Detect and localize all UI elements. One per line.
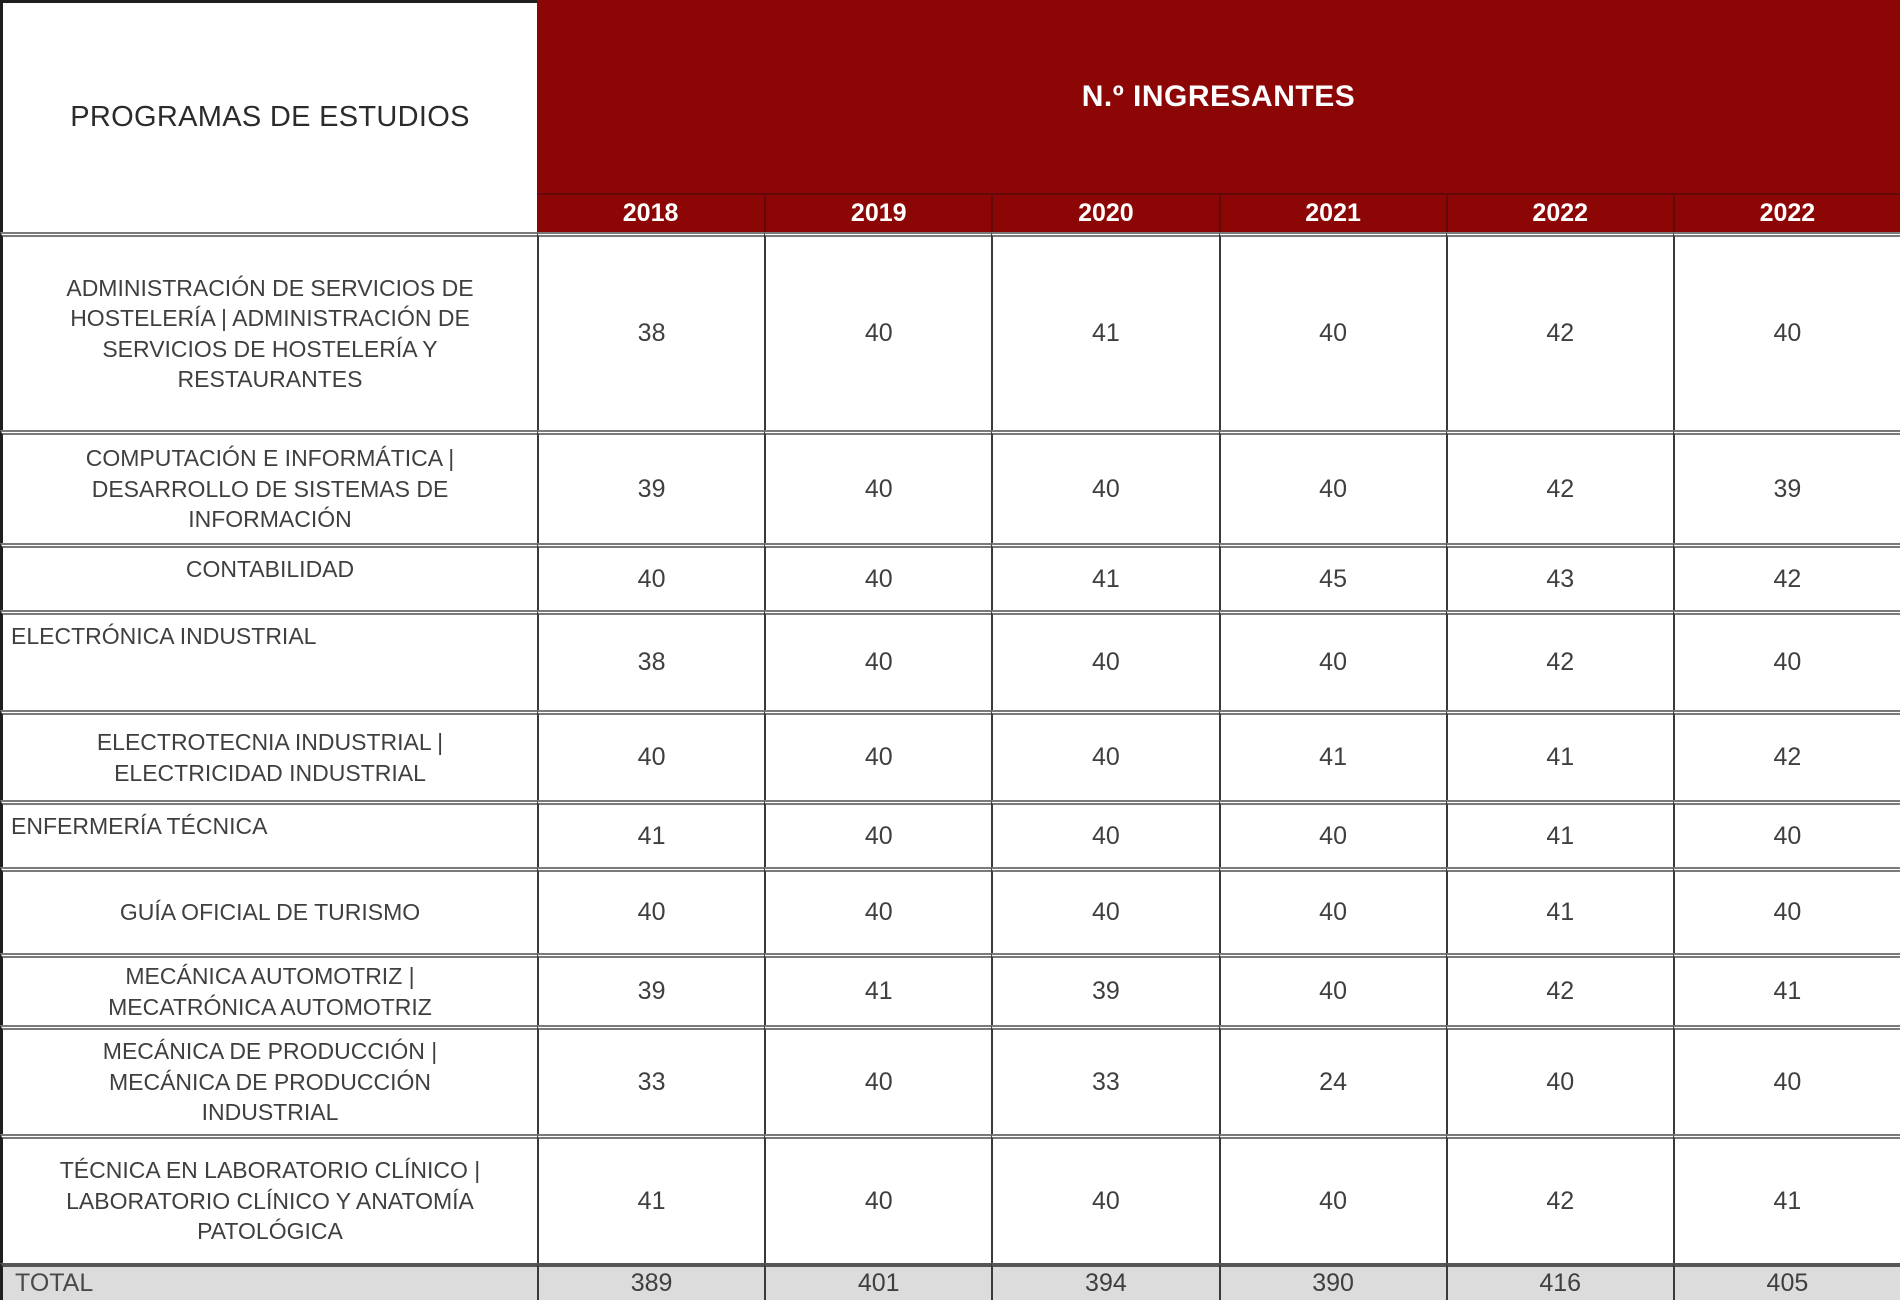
value-cell: 40	[537, 710, 764, 800]
value-cell: 41	[537, 800, 764, 867]
value-cell: 40	[764, 543, 991, 610]
total-value-cell: 416	[1446, 1263, 1673, 1300]
value-cell: 39	[537, 430, 764, 543]
year-header-cell: 2018	[537, 193, 764, 232]
value-cell: 39	[1673, 430, 1900, 543]
value-cell: 40	[1673, 1025, 1900, 1134]
program-label-cell	[0, 543, 537, 610]
value-cell: 40	[764, 430, 991, 543]
value-cell: 42	[1446, 430, 1673, 543]
value-cell: 40	[1446, 1025, 1673, 1134]
total-value-cell: 390	[1219, 1263, 1446, 1300]
value-cell: 40	[1673, 800, 1900, 867]
program-label: ELECTRÓNICA INDUSTRIAL	[11, 623, 317, 649]
program-label-cell	[0, 710, 537, 800]
value-cell: 42	[1446, 232, 1673, 430]
program-label: ADMINISTRACIÓN DE SERVICIOS DE HOSTELERÍA | ADMINISTRACIÓN DE SERVICIOS DE HOSTELERÍA Y RESTAURANTES	[66, 274, 474, 392]
value-cell: 39	[991, 953, 1218, 1025]
year-header-cell: 2022	[1673, 193, 1900, 232]
value-cell: 41	[991, 543, 1218, 610]
value-cell: 40	[764, 232, 991, 430]
value-cell: 40	[1673, 232, 1900, 430]
program-label: MECÁNICA DE PRODUCCIÓN | MECÁNICA DE PRODUCCIÓN INDUSTRIAL	[102, 1038, 438, 1126]
value-cell: 40	[1219, 430, 1446, 543]
value-cell: 40	[537, 867, 764, 953]
value-cell: 38	[537, 232, 764, 430]
value-cell: 41	[537, 1134, 764, 1263]
value-cell: 41	[1446, 867, 1673, 953]
value-cell: 40	[1219, 1134, 1446, 1263]
value-cell: 42	[1446, 610, 1673, 710]
program-label: TÉCNICA EN LABORATORIO CLÍNICO | LABORATORIO CLÍNICO Y ANATOMÍA PATOLÓGICA	[59, 1157, 481, 1245]
total-value-cell: 389	[537, 1263, 764, 1300]
value-cell: 40	[764, 800, 991, 867]
ingresantes-group-header: N.º INGRESANTES	[537, 0, 1900, 193]
value-cell: 41	[991, 232, 1218, 430]
value-cell: 42	[1446, 953, 1673, 1025]
value-cell: 40	[1219, 232, 1446, 430]
value-cell: 45	[1219, 543, 1446, 610]
value-cell: 41	[764, 953, 991, 1025]
program-label-cell	[0, 953, 537, 1025]
value-cell: 40	[764, 867, 991, 953]
value-cell: 41	[1446, 710, 1673, 800]
total-value-cell: 394	[991, 1263, 1218, 1300]
value-cell: 41	[1219, 710, 1446, 800]
program-label-cell	[0, 1025, 537, 1134]
program-label: MECÁNICA AUTOMOTRIZ | MECATRÓNICA AUTOMOTRIZ	[108, 963, 432, 1020]
value-cell: 24	[1219, 1025, 1446, 1134]
value-cell: 40	[991, 610, 1218, 710]
value-cell: 40	[991, 867, 1218, 953]
program-label-cell	[0, 610, 537, 710]
value-cell: 40	[991, 800, 1218, 867]
year-header-cell: 2021	[1219, 193, 1446, 232]
value-cell: 41	[1673, 953, 1900, 1025]
value-cell: 33	[991, 1025, 1218, 1134]
value-cell: 40	[537, 543, 764, 610]
year-header-cell: 2019	[764, 193, 991, 232]
total-label-cell: TOTAL	[0, 1263, 537, 1300]
programas-de-estudios-header: PROGRAMAS DE ESTUDIOS	[0, 0, 537, 232]
value-cell: 40	[1219, 867, 1446, 953]
value-cell: 40	[764, 610, 991, 710]
program-label-cell	[0, 232, 537, 430]
value-cell: 40	[1219, 610, 1446, 710]
value-cell: 40	[991, 1134, 1218, 1263]
program-label-cell	[0, 430, 537, 543]
year-header-cell: 2022	[1446, 193, 1673, 232]
value-cell: 43	[1446, 543, 1673, 610]
program-label: ELECTROTECNIA INDUSTRIAL | ELECTRICIDAD INDUSTRIAL	[96, 729, 444, 786]
year-header-cell: 2020	[991, 193, 1218, 232]
value-cell: 40	[1219, 953, 1446, 1025]
value-cell: 40	[991, 430, 1218, 543]
program-label: CONTABILIDAD	[185, 556, 355, 582]
value-cell: 42	[1673, 543, 1900, 610]
value-cell: 41	[1673, 1134, 1900, 1263]
value-cell: 38	[537, 610, 764, 710]
value-cell: 40	[764, 710, 991, 800]
program-label-cell	[0, 1134, 537, 1263]
program-label-cell	[0, 867, 537, 953]
value-cell: 33	[537, 1025, 764, 1134]
value-cell: 40	[1673, 867, 1900, 953]
program-label-cell	[0, 800, 537, 867]
value-cell: 39	[537, 953, 764, 1025]
total-value-cell: 401	[764, 1263, 991, 1300]
value-cell: 42	[1673, 710, 1900, 800]
value-cell: 41	[1446, 800, 1673, 867]
value-cell: 42	[1446, 1134, 1673, 1263]
value-cell: 40	[764, 1134, 991, 1263]
value-cell: 40	[764, 1025, 991, 1134]
value-cell: 40	[991, 710, 1218, 800]
value-cell: 40	[1673, 610, 1900, 710]
program-label: GUÍA OFICIAL DE TURISMO	[119, 899, 421, 926]
program-label: COMPUTACIÓN E INFORMÁTICA | DESARROLLO DE SISTEMAS DE INFORMACIÓN	[85, 445, 455, 533]
program-label: ENFERMERÍA TÉCNICA	[11, 813, 268, 839]
total-value-cell: 405	[1673, 1263, 1900, 1300]
value-cell: 40	[1219, 800, 1446, 867]
